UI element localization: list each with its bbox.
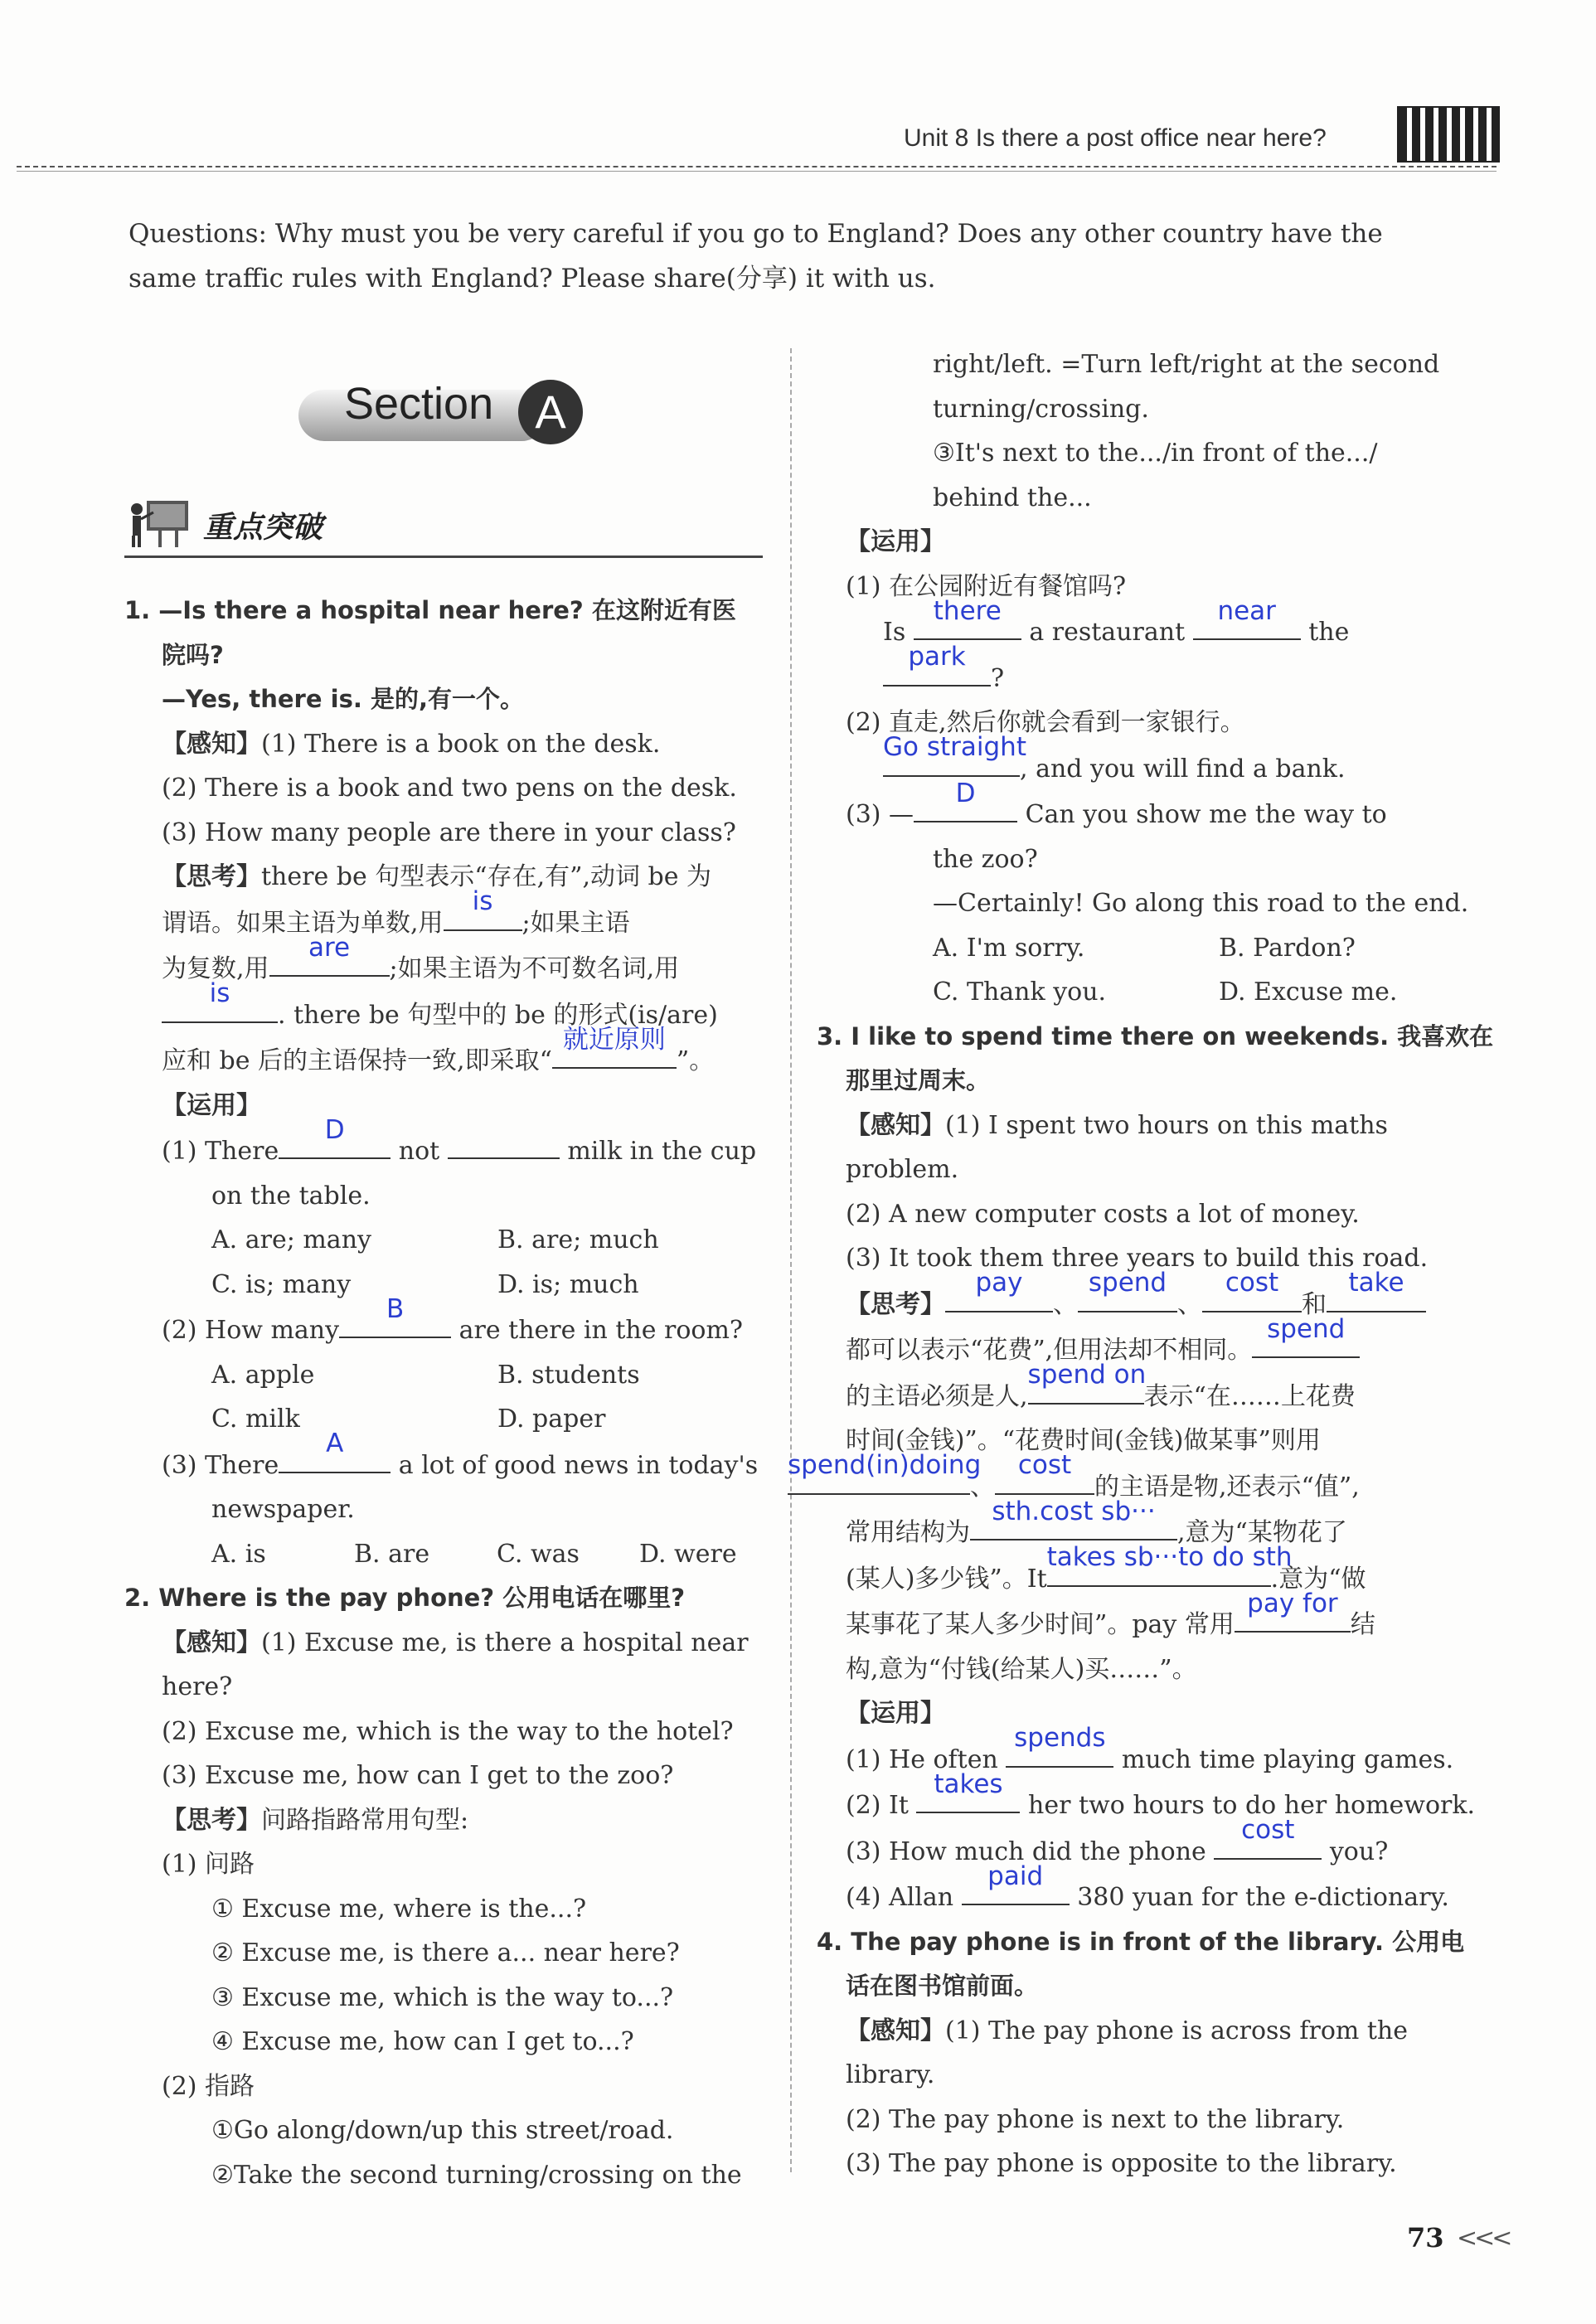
answer: 就近原则: [562, 1024, 666, 1055]
q3-u1a: (1) He often: [846, 1744, 998, 1774]
q3-line1: 3. I like to spend time there on weekends. 我喜欢在: [817, 1021, 1494, 1050]
blank[interactable]: [916, 1768, 1020, 1813]
q3-t3b: 表示“在……上花费: [1143, 1381, 1356, 1411]
q2-u3c: the zoo?: [933, 844, 1038, 874]
option: D. Excuse me.: [1219, 978, 1398, 1007]
q2-ask-item: ④ Excuse me, how can I get to...?: [211, 2027, 634, 2056]
q1-perc2: (2) There is a book and two pens on the desk.: [162, 774, 737, 803]
blank[interactable]: [279, 1114, 391, 1159]
q1-u1b: not: [398, 1137, 440, 1166]
answer: spend(in)doing: [788, 1450, 982, 1480]
answer: spend on: [1027, 1360, 1147, 1390]
q2-u3d: —Certainly! Go along this road to the end.: [933, 889, 1469, 918]
blank[interactable]: [945, 1268, 1053, 1312]
header-divider-thin: [17, 171, 1497, 172]
section-badge: [298, 373, 580, 448]
q4-perc1a: (1) The pay phone is across from the: [945, 2016, 1408, 2045]
q2-point1: ①Go along/down/up this street/road.: [211, 2116, 674, 2145]
q1-think-c1: 为复数,用: [162, 954, 269, 983]
q3-he: 和: [1302, 1289, 1327, 1319]
perceive-tag: 【感知】: [846, 1110, 945, 1140]
answer: there: [933, 595, 1002, 626]
blank[interactable]: [1027, 1360, 1147, 1405]
r-line1: right/left. =Turn left/right at the second: [933, 350, 1440, 379]
q2-perc1b: here?: [162, 1672, 233, 1701]
option: B. students: [497, 1360, 640, 1390]
q3-u2a: (2) It: [846, 1791, 909, 1820]
answer: near: [1217, 595, 1276, 626]
q1-u2b: are there in the room?: [458, 1316, 744, 1345]
blank[interactable]: [1006, 1723, 1113, 1768]
q1-think-a: there be 句型表示“存在,有”,动词 be 为: [261, 862, 712, 891]
answer: A: [326, 1429, 344, 1458]
q2-perc1a: (1) Excuse me, is there a hospital near: [261, 1628, 749, 1657]
unit-header-title: Unit 8 Is there a post office near here?: [904, 124, 1327, 152]
q1-line3: —Yes, there is. 是的,有一个。: [162, 685, 524, 713]
answer: park: [908, 642, 966, 672]
blank[interactable]: [788, 1450, 982, 1495]
use-tag: 【运用】: [846, 527, 945, 556]
piano-keys-icon: [1397, 106, 1500, 163]
option: B. are; much: [497, 1225, 659, 1254]
left-column: [124, 589, 771, 2197]
q2-point-heading: (2) 指路: [162, 2071, 255, 2101]
q1-think-b2: ;如果主语: [521, 908, 630, 938]
option: D. is; much: [497, 1269, 639, 1299]
q2-u1b-b: a restaurant: [1029, 618, 1186, 647]
option: B. Pardon?: [1219, 933, 1356, 963]
option: A. I'm sorry.: [933, 933, 1085, 963]
option: B. are: [354, 1539, 430, 1569]
q3-t5b: 的主语是物,还表示“值”,: [1094, 1472, 1360, 1502]
answer: pay for: [1247, 1588, 1338, 1618]
q1-think-e2: ”。: [676, 1046, 715, 1075]
page-number: 73: [1407, 2222, 1444, 2254]
answer: cost: [1241, 1815, 1295, 1845]
q3-t8a: 某事花了某人多少时间”。pay 常用: [846, 1610, 1235, 1639]
option: C. is; many: [211, 1269, 352, 1299]
q2-perc3: (3) Excuse me, how can I get to the zoo?: [162, 1761, 674, 1790]
answer: D: [324, 1114, 345, 1145]
q1-think-c2: ;如果主语为不可数名词,用: [389, 954, 680, 983]
blank[interactable]: [279, 1429, 391, 1473]
q3-t7a: (某人)多少钱”。It: [846, 1564, 1047, 1594]
q4-line2: 话在图书馆前面。: [846, 1972, 1039, 2000]
answer: B: [386, 1293, 405, 1324]
r-line4: behind the...: [933, 483, 1092, 512]
q4-perc2: (2) The pay phone is next to the library.: [846, 2104, 1345, 2134]
blank[interactable]: [1214, 1815, 1322, 1860]
q3-perc1a: (1) I spent two hours on this maths: [945, 1110, 1388, 1140]
q1-think-e1: 应和 be 后的主语保持一致,即采取“: [162, 1046, 552, 1075]
r-line2: turning/crossing.: [933, 394, 1149, 424]
questions-paragraph: Questions: Why must you be very careful if you go to England? Does any other country have the same traffic rules with England? Please share(分享) it with us.: [129, 219, 1383, 294]
q1-perc1: (1) There is a book on the desk.: [261, 729, 661, 759]
answer: is: [209, 978, 230, 1008]
option: C. milk: [211, 1405, 300, 1434]
section-letter: A: [518, 380, 583, 444]
section-word: Section: [344, 379, 494, 429]
q2-u1b-c: the: [1308, 618, 1350, 647]
q3-u4b: 380 yuan for the e-dictionary.: [1077, 1883, 1449, 1912]
answer: takes: [934, 1768, 1003, 1799]
q2-ask-item: ③ Excuse me, which is the way to...?: [211, 1982, 674, 2012]
q2-u2: (2) 直走,然后你就会看到一家银行。: [846, 708, 1245, 737]
q2-ask-heading: (1) 问路: [162, 1850, 255, 1879]
q3-t8b: 结: [1350, 1610, 1375, 1639]
q1-perc3: (3) How many people are there in your class?: [162, 818, 736, 847]
q1-line1: 1. —Is there a hospital near here? 在这附近有医: [124, 596, 736, 624]
blank[interactable]: [1235, 1588, 1351, 1633]
blank[interactable]: [1252, 1313, 1360, 1358]
blank[interactable]: [1078, 1268, 1177, 1312]
q3-u1b: much time playing games.: [1121, 1744, 1454, 1774]
q3-perc1b: problem.: [846, 1155, 959, 1184]
q3-u4a: (4) Allan: [846, 1883, 954, 1912]
option: A. are; many: [211, 1225, 371, 1254]
q2-point2: ②Take the second turning/crossing on the: [211, 2160, 742, 2190]
q2-u2b: , and you will find a bank.: [1020, 754, 1346, 784]
use-tag: 【运用】: [846, 1699, 945, 1728]
q1-u1c: milk in the cup: [567, 1137, 757, 1166]
blank[interactable]: [448, 1128, 560, 1159]
q3-u3a: (3) How much did the phone: [846, 1836, 1206, 1866]
q3-t2a: 都可以表示“花费”,但用法却不相同。: [846, 1336, 1253, 1365]
q2-u1: (1) 在公园附近有餐馆吗?: [846, 571, 1127, 601]
q1-u2a: (2) How many: [162, 1316, 340, 1345]
think-tag: 【思考】: [162, 862, 261, 891]
q2-u3a: (3) —: [846, 800, 914, 829]
q3-t9: 构,意为“付钱(给某人)买……”。: [846, 1654, 1197, 1684]
perceive-tag: 【感知】: [162, 1628, 261, 1657]
q4-line1: 4. The pay phone is in front of the library. 公用电: [817, 1927, 1465, 1956]
blank[interactable]: [914, 778, 1017, 822]
answer: paid: [987, 1861, 1044, 1891]
blank[interactable]: [162, 978, 278, 1023]
q1-u3a: (3) There: [162, 1450, 279, 1480]
q3-t7b: .意为“做: [1270, 1564, 1366, 1594]
q1-think-b1: 谓语。如果主语为单数,用: [162, 908, 444, 938]
blank[interactable]: [339, 1293, 451, 1338]
r-line3: ③It's next to the.../in front of the.../: [933, 439, 1378, 468]
perceive-tag: 【感知】: [162, 729, 261, 759]
q3-t6b: ,意为“某物花了: [1177, 1518, 1347, 1547]
q1-u1a: (1) There: [162, 1137, 279, 1166]
q1-u3c: newspaper.: [211, 1495, 355, 1524]
use-tag: 【运用】: [162, 1090, 261, 1120]
q3-u3b: you?: [1329, 1836, 1389, 1866]
q1-u3b: a lot of good news in today's: [398, 1450, 759, 1480]
q4-perc3: (3) The pay phone is opposite to the library.: [846, 2149, 1397, 2178]
right-column: right/left. =Turn left/right at the second turning/crossing. ③It's next to the.../in front of the.../ behind the... 【运用】 (1) 在公园附近有餐馆吗? Is there a restaurant near the park ? (2) 直走,然后你就会看到一家银行。 Go straight , and you will find a bank. (3) — D Can you show me the way to the zoo? —Certainly! Go along this road to the end. A. I'm sorry. B. Pardon? C. Thank you. D. Excuse me. 3. I like to spend time there on weekends. 我喜欢在 那里过周末。 【感知】(1) I spent two hours on this maths problem. (2) A new computer costs a lot of money. (3) It took them three years to build this road. 【思考】 pay 、 spend 、 cost 和 take 都可以表示“花费”,但用法却不相同。 spend 的主语必须是人, spend on 表示“在……上花费 时间(金钱)”。“花费时间(金钱)做某事”则用 spend(in)doing 、 cost 的主语是物,还表示“值”, 常用结构为 sth.cost sb··· ,意为“某物花了 (某人)多少钱”。It takes sb···to do sth .意为“做 某事花了某人多少时间”。pay 常用 pay for 结 构,意为“付钱(给某人)买……”。 【运用】 (1) He often spends much time playing games. (2) It takes her two hours to do her homework. (3) How much did the phone cost you? (4) Allan paid 380 yuan for the e-dictionary. 4. The pay phone is in front of the library. 公用电 话在图书馆前面。 【感知】(1) The pay phone is across from the library. (2) The pay phone is next to the library. (3) The pay phone is opposite to the library.: [846, 342, 1459, 2186]
answer: spend: [1267, 1313, 1346, 1344]
blank[interactable]: [552, 1024, 677, 1069]
q2-line1: 2. Where is the pay phone? 公用电话在哪里?: [124, 1584, 686, 1612]
blank[interactable]: [883, 642, 991, 687]
answer: D: [955, 778, 976, 808]
answer: sth.cost sb···: [992, 1496, 1156, 1526]
answer: Go straight: [883, 732, 1026, 762]
option: A. apple: [211, 1360, 315, 1390]
q3-t3a: 的主语必须是人,: [846, 1381, 1028, 1411]
think-tag: 【思考】: [162, 1805, 261, 1835]
teacher-board-icon: [129, 497, 191, 549]
answer: spends: [1014, 1723, 1106, 1753]
q3-t6a: 常用结构为: [846, 1518, 970, 1547]
q2-u1c: ?: [991, 663, 1005, 693]
focus-heading: [124, 497, 763, 558]
q2-ask-item: ② Excuse me, is there a... near here?: [211, 1938, 680, 1967]
perceive-tag: 【感知】: [846, 2016, 945, 2045]
q2-u1b-a: Is: [883, 618, 906, 647]
answer: spend: [1088, 1268, 1167, 1298]
option: D. paper: [497, 1405, 606, 1434]
option: C. was: [497, 1539, 580, 1569]
q2-perc2: (2) Excuse me, which is the way to the hotel?: [162, 1716, 734, 1746]
page-arrows-icon: <<<: [1457, 2224, 1510, 2253]
q3-perc3: (3) It took them three years to build this road.: [846, 1244, 1429, 1273]
header-divider: [17, 166, 1497, 167]
q1-u1d: on the table.: [211, 1181, 371, 1211]
column-divider: [790, 348, 792, 2172]
q2-ask-item: ① Excuse me, where is the...?: [211, 1894, 587, 1924]
q3-line2: 那里过周末。: [846, 1066, 991, 1094]
blank[interactable]: [444, 886, 522, 931]
option: C. Thank you.: [933, 978, 1107, 1007]
blank[interactable]: [1193, 595, 1301, 640]
q1-line2: 院吗?: [162, 640, 224, 669]
answer: cost: [1017, 1450, 1072, 1480]
answer: are: [308, 932, 351, 963]
option: A. is: [211, 1539, 266, 1569]
answer: take: [1348, 1268, 1404, 1298]
q1-think-d: . there be 句型中的 be 的形式(is/are): [278, 1000, 718, 1030]
option: D. were: [639, 1539, 737, 1569]
answer: pay: [975, 1268, 1023, 1298]
q2-u3b: Can you show me the way to: [1025, 800, 1387, 829]
think-tag: 【思考】: [846, 1289, 945, 1319]
q2-think: 问路指路常用句型:: [261, 1805, 469, 1835]
blank[interactable]: [962, 1861, 1070, 1905]
answer: takes sb···to do sth: [1046, 1542, 1293, 1572]
q3-t4: 时间(金钱)”。“花费时间(金钱)做某事”则用: [846, 1426, 1321, 1455]
focus-title: 重点突破: [203, 511, 323, 545]
q4-perc1b: library.: [846, 2060, 935, 2089]
q3-perc2: (2) A new computer costs a lot of money.: [846, 1199, 1360, 1229]
answer: is: [472, 886, 493, 916]
blank[interactable]: [269, 932, 390, 977]
q3-u2b: her two hours to do her homework.: [1028, 1791, 1476, 1820]
answer: cost: [1225, 1268, 1279, 1298]
